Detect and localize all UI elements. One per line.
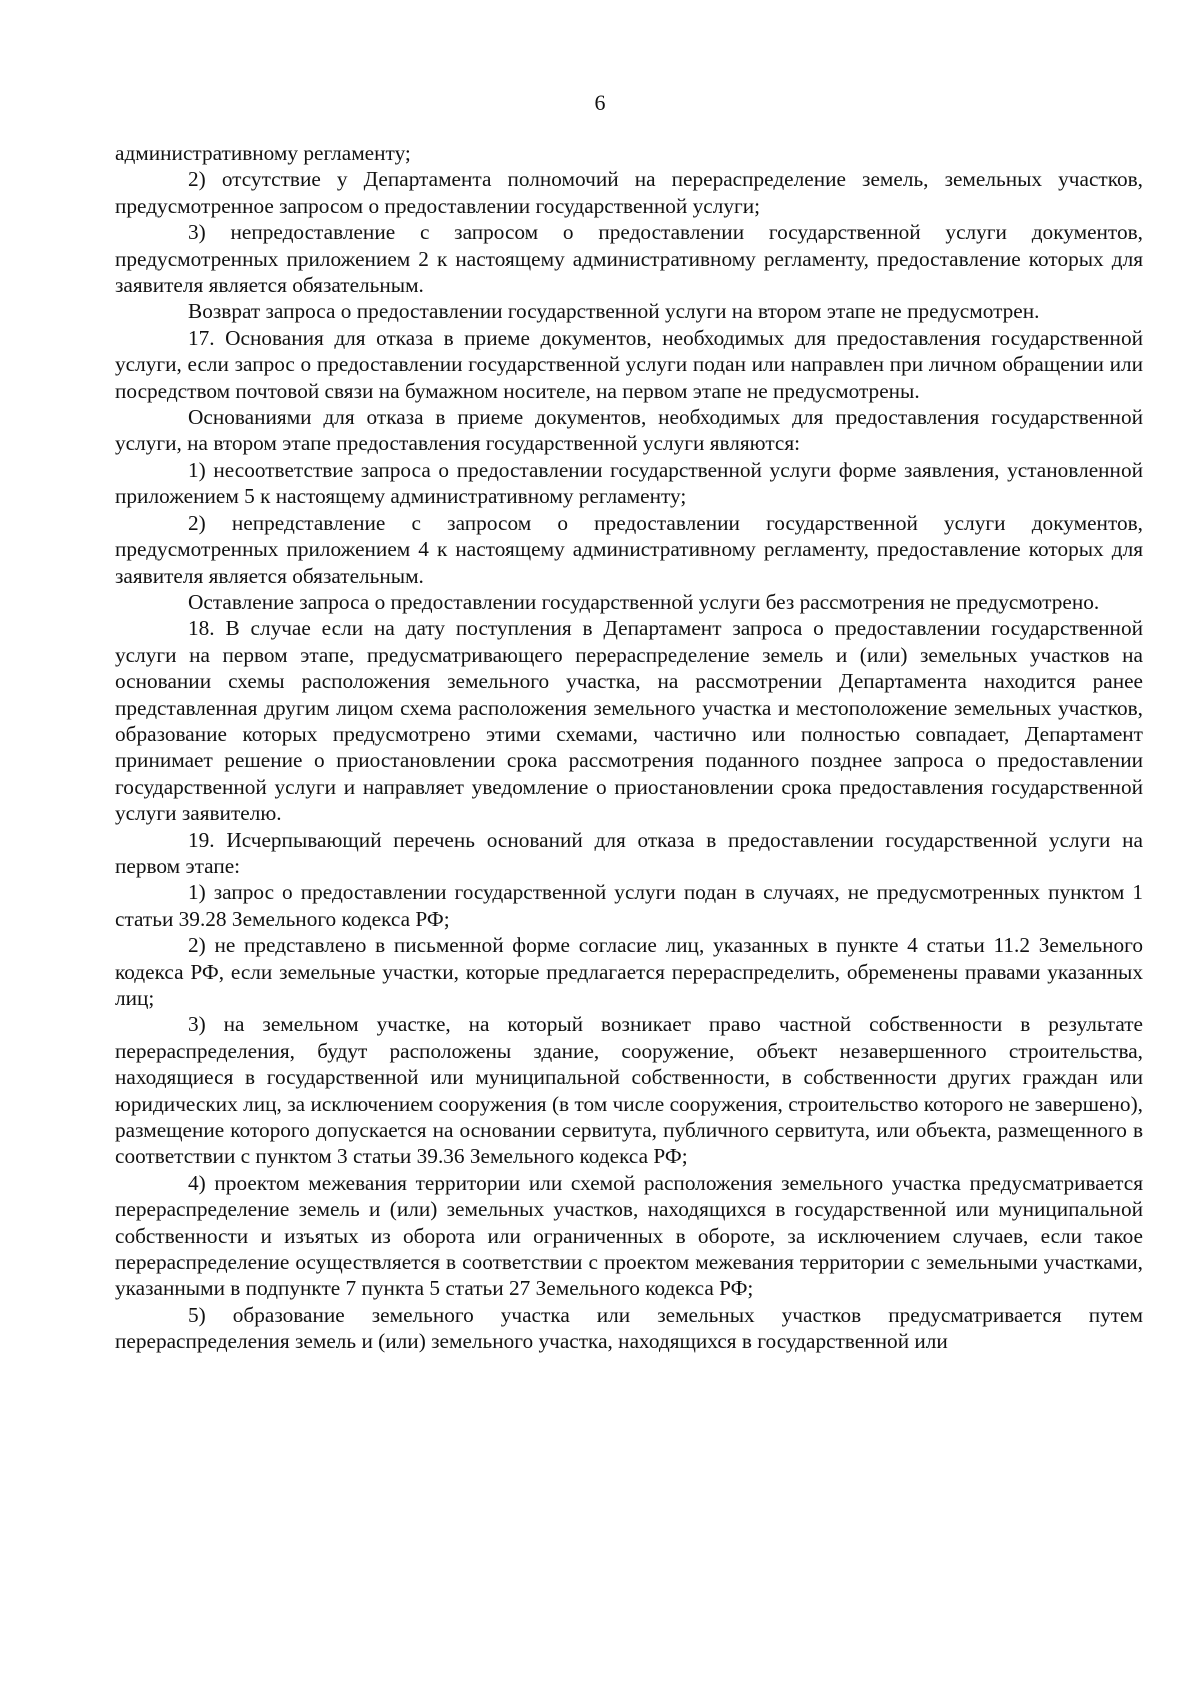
- paragraph-19-item-5: 5) образование земельного участка или земельных участков предусматривается путем перераспределения земель и (или) земельного участка, находящихся в государственной или: [115, 1302, 1143, 1354]
- page-number: 6: [594, 90, 606, 115]
- paragraph-19-item-1: 1) запрос о предоставлении государственной услуги подан в случаях, не предусмотренных пунктом 1 статьи 39.28 Земельного кодекса РФ;: [115, 880, 1143, 931]
- paragraph-19: 19. Исчерпывающий перечень оснований для отказа в предоставлении государственной услуги на первом этапе:: [115, 827, 1143, 878]
- paragraph-19-item-4: 4) проектом межевания территории или схемой расположения земельного участка предусматривается перераспределение земель и (или) земельных участков, находящихся в государственной или муниципальной собственности и изъятых из оборота или ограниченных в обороте, за исключением случаев, если такое перераспределение осуществляется в соответствии с проектом межевания территории с земельными участками, указанными в подпункте 7 пункта 5 статьи 27 Земельного кодекса РФ;: [115, 1170, 1143, 1301]
- paragraph-19-item-2: 2) не представлено в письменной форме согласие лиц, указанных в пункте 4 статьи 11.2 Земельного кодекса РФ, если земельные участки, которые предлагается перераспределить, обременены правами указанных лиц;: [115, 933, 1143, 1010]
- paragraph-continuation: административному регламенту;: [115, 141, 411, 165]
- paragraph-17: 17. Основания для отказа в приеме документов, необходимых для предоставления государственной услуги, если запрос о предоставлении государственной услуги подан или направлен при личном обращении или посредством почтовой связи на бумажном носителе, на первом этапе не предусмотрены.: [115, 325, 1143, 403]
- paragraph-return-not-provided: Возврат запроса о предоставлении государственной услуги на втором этапе не предусмотрен.: [188, 299, 1040, 324]
- paragraph-refusal-grounds-second-stage: Основаниями для отказа в приеме документов, необходимых для предоставления государственной услуги, на втором этапе предоставления государственной услуги являются:: [115, 405, 1143, 456]
- paragraph-without-consideration: Оставление запроса о предоставлении государственной услуги без рассмотрения не предусмотрено.: [188, 589, 1100, 614]
- paragraph-item-2-no-authority: 2) отсутствие у Департамента полномочий на перераспределение земель, земельных участков, предусмотренное запросом о предоставлении государственной услуги;: [115, 167, 1143, 218]
- paragraph-item-2-documents-not-submitted: 2) непредставление с запросом о предоставлении государственной услуги документов, предусмотренных приложением 4 к настоящему административному регламенту, предоставление которых для заявителя является обязательным.: [115, 510, 1143, 588]
- paragraph-18: 18. В случае если на дату поступления в Департамент запроса о предоставлении государственной услуги на первом этапе, предусматривающего перераспределение земель и (или) земельных участков на основании схемы расположения земельного участка, на рассмотрении Департамента находится ранее представленная другим лицом схема расположения земельного участка и местоположение земельных участков, образование которых предусмотрено этими схемами, частично или полностью совпадает, Департамент принимает решение о приостановлении срока рассмотрения поданного позднее запроса о предоставлении государственной услуги и направляет уведомление о приостановлении срока предоставления государственной услуги заявителю.: [115, 616, 1143, 826]
- document-body: [115, 140, 1143, 1355]
- paragraph-19-item-3: 3) на земельном участке, на который возникает право частной собственности в результате перераспределения, будут расположены здание, сооружение, объект незавершенного строительства, находящиеся в государственной или муниципальной собственности, в собственности других граждан или юридических лиц, за исключением сооружения (в том числе сооружения, строительство которого не завершено), размещение которого допускается на основании сервитута, публичного сервитута, или объекта, размещенного в соответствии с пунктом 3 статьи 39.36 Земельного кодекса РФ;: [115, 1012, 1143, 1169]
- paragraph-item-3-missing-documents: 3) непредоставление с запросом о предоставлении государственной услуги документов, предусмотренных приложением 2 к настоящему административному регламенту, предоставление которых для заявителя является обязательным.: [115, 220, 1143, 298]
- paragraph-item-1-form-mismatch: 1) несоответствие запроса о предоставлении государственной услуги форме заявления, установленной приложением 5 к настоящему административному регламенту;: [115, 457, 1143, 509]
